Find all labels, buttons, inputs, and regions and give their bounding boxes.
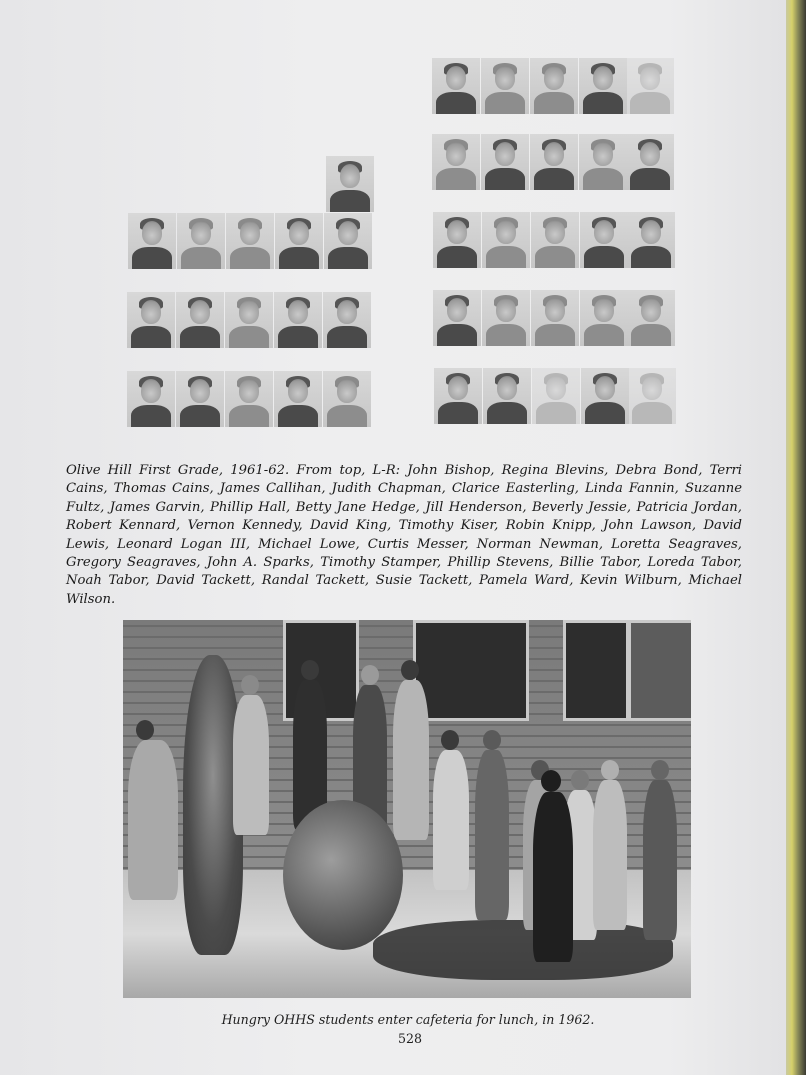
student-portrait xyxy=(532,368,580,424)
student-portrait xyxy=(226,213,274,269)
book-binding-edge xyxy=(786,0,806,1075)
student-portrait xyxy=(626,58,674,114)
student-portrait xyxy=(326,156,374,212)
student-portrait xyxy=(324,213,372,269)
student-portrait xyxy=(482,212,530,268)
student-portrait xyxy=(483,368,531,424)
student-portrait xyxy=(176,371,224,427)
student-portrait xyxy=(274,292,322,348)
student-portrait xyxy=(531,290,579,346)
student-portrait xyxy=(580,290,628,346)
student-portrait xyxy=(323,371,371,427)
student-portrait xyxy=(225,371,273,427)
student-portrait xyxy=(323,292,371,348)
student-portrait xyxy=(481,134,529,190)
student-portrait xyxy=(177,213,225,269)
student-portrait xyxy=(580,212,628,268)
student-portrait xyxy=(176,292,224,348)
class-photo-caption: Olive Hill First Grade, 1961-62. From top, L-R: John Bishop, Regina Blevins, Debra Bond, Terri Cains, Thomas Cains, James Callihan, Judith Chapman, Clarice Easterling, Linda Fannin, Suzanne Fultz, James Garvin, Phillip Hall, Betty Jane Hedge, Jill Henderson, Beverly Jessie, Patricia Jordan, Robert Kennard, Vernon Kennedy, David King, Timothy Kiser, Robin Knipp, John Lawson, David Lewis, Leonard Logan III, Michael Lowe, Curtis Messer, Norman Newman, Loretta Seagraves, Gregory Seagraves, John A. Sparks, Timothy Stamper, Phillip Stevens, Billie Tabor, Loreda Tabor, Noah Tabor, David Tackett, Randal Tackett, Susie Tackett, Pamela Ward, Kevin Wilburn, Michael Wilson. xyxy=(66,463,742,607)
student-portrait xyxy=(581,368,629,424)
student-portrait xyxy=(433,212,481,268)
student-portrait xyxy=(127,371,175,427)
student-portrait xyxy=(626,134,674,190)
student-portrait xyxy=(531,212,579,268)
student-portrait xyxy=(433,290,481,346)
student-portrait xyxy=(530,134,578,190)
student-portrait xyxy=(579,58,627,114)
cafeteria-photo xyxy=(123,620,691,998)
student-portrait xyxy=(274,371,322,427)
student-portrait xyxy=(530,58,578,114)
student-portrait xyxy=(627,290,675,346)
student-portrait xyxy=(434,368,482,424)
student-portrait xyxy=(579,134,627,190)
student-portrait xyxy=(225,292,273,348)
student-portrait xyxy=(128,213,176,269)
student-portrait xyxy=(481,58,529,114)
student-portrait xyxy=(628,368,676,424)
page-number: 528 xyxy=(397,1031,423,1046)
student-portrait xyxy=(627,212,675,268)
student-portrait xyxy=(432,58,480,114)
student-portrait xyxy=(127,292,175,348)
cafeteria-photo-caption: Hungry OHHS students enter cafeteria for lunch, in 1962. xyxy=(221,1012,595,1027)
student-portrait xyxy=(482,290,530,346)
student-portrait xyxy=(275,213,323,269)
student-portrait xyxy=(432,134,480,190)
